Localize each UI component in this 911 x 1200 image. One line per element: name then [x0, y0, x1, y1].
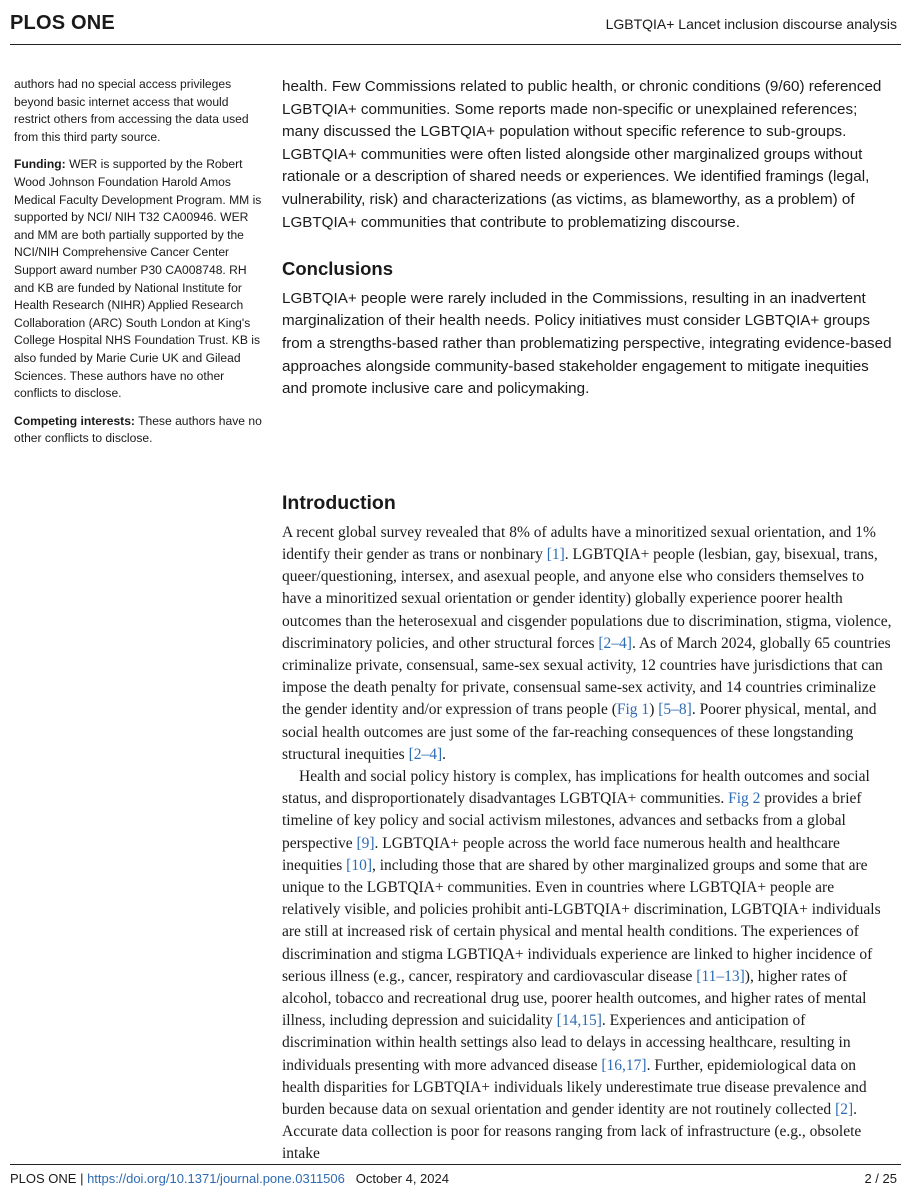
- text-run: ): [649, 701, 659, 719]
- citation-link[interactable]: [10]: [346, 856, 372, 874]
- sidebar-notes: [14, 76, 262, 458]
- text-run: . Accurate data collection is poor for reasons ranging from lack of infrastructure (e.g., obsolete intake: [282, 1101, 862, 1163]
- journal-name: PLOS ONE: [10, 12, 115, 34]
- text-run: A recent global survey revealed that 8% of adults have a minoritized sexual orientation, and 1% identify their gender as trans or nonbinary: [282, 523, 876, 563]
- competing-interests-label: Competing interests:: [14, 413, 135, 428]
- footer-divider: [10, 1164, 901, 1165]
- figure-link[interactable]: Fig 2: [728, 790, 761, 808]
- abstract: [282, 76, 894, 401]
- citation-link[interactable]: [5–8]: [658, 701, 692, 719]
- text-run: .: [442, 745, 447, 763]
- introduction-heading: Introduction: [282, 491, 396, 514]
- intro-paragraph-1: [282, 522, 894, 766]
- results-paragraph: health. Few Commissions related to public health, or chronic conditions (9/60) referenced LGBTQIA+ communities. Some reports made non-specific or unexplained references; many discussed the LGBTQIA+ population without specific reference to sub-groups. LGBTQIA+ communities were often listed alongside other marginalized groups without rationale or a description of shared needs or experiences. We identified framings (legal, vulnerability, risk) and characterizations (as victims, as blameworthy, as a problem) of LGBTQIA+ communities that contribute to problematizing discourse.: [282, 78, 882, 231]
- text-run: . Poorer physical, mental, and social health outcomes are just some of the far-reaching consequences of these longstanding structural inequities: [282, 701, 877, 763]
- citation-link[interactable]: [16,17]: [601, 1056, 647, 1074]
- text-run: provides a brief timeline of key policy and social activism milestones, advances and setbacks from a global perspective: [282, 790, 862, 852]
- competing-interests-text: These authors have no other conflicts to disclose.: [14, 413, 262, 446]
- funding-text: WER is supported by the Robert Wood Johnson Foundation Harold Amos Medical Faculty Development Program. MM is supported by NCI/ NIH T32 CA00946. WER and MM are both partially supported by the NCI/NIH Comprehensive Cancer Center Support award number P30 CA008748. RH and KB are funded by National Institute for Health Research (NIHR) Applied Research Collaboration (ARC) South London at King's College Hospital NHS Foundation Trust. KB is also funded by Marie Curie UK and Gilead Sciences. These authors have no other conflicts to disclose.: [14, 157, 262, 401]
- text-run: . Experiences and anticipation of discrimination within health settings also lead to delays in accessing healthcare, resulting in individuals presenting with more advanced disease: [282, 1012, 851, 1074]
- text-run: . Further, epidemiological data on health disparities for LGBTQIA+ individuals likely underestimate true disease prevalence and burden because data on sexual orientation and gender identity are not routinely collected: [282, 1056, 867, 1118]
- citation-link[interactable]: [2]: [835, 1101, 854, 1118]
- text-run: . LGBTQIA+ people (lesbian, gay, bisexual, trans, queer/questioning, intersex, and asexual people, and anyone else who considers themselves to have a minoritized sexual orientation or gender identity) globally experience poorer health outcomes than the heterosexual and cisgender populations due to discrimination, stigma, violence, discriminatory policies, and other structural forces: [282, 545, 892, 652]
- introduction-body: [282, 522, 894, 1166]
- text-run: , including those that are shared by other marginalized groups and some that are unique to the LGBTQIA+ communities. Even in countries where LGBTQIA+ people are relatively visible, and policies prohibit anti-LGBTQIA+ discrimination, LGBTQIA+ individuals are still at increased risk of certain physical and mental health conditions. The experiences of discrimination and stigma LGBTIQA+ individuals experience are linked to higher incidence of serious illness (e.g., cancer, respiratory and cardiovascular disease: [282, 856, 881, 985]
- running-title: LGBTQIA+ Lancet inclusion discourse analysis: [605, 16, 897, 32]
- citation-link[interactable]: [9]: [356, 834, 375, 852]
- text-run: Health and social policy history is complex, has implications for health outcomes and social status, and disproportionately disadvantages LGBTQIA+ communities.: [282, 767, 870, 808]
- funding-note: [14, 156, 262, 402]
- page-header: [10, 8, 901, 42]
- funding-label: Funding:: [14, 157, 66, 172]
- text-run: . As of March 2024, globally 65 countries criminalize private, consensual, same-sex sexual activity, 12 countries have jurisdictions that can impose the death penalty for private, consensual same-sex activity, and 14 countries criminalize the gender identity and/or expression of trans people (: [282, 634, 891, 719]
- conclusions-heading: Conclusions: [282, 258, 394, 280]
- doi-link[interactable]: https://doi.org/10.1371/journal.pone.0311506: [87, 1171, 345, 1186]
- header-divider: [10, 44, 901, 45]
- footer-separator: |: [76, 1171, 88, 1186]
- data-access-note: authors had no special access privileges beyond basic internet access that would restrict others from accessing the data used from this third party source.: [14, 77, 249, 144]
- citation-link[interactable]: [2–4]: [408, 745, 443, 763]
- figure-link[interactable]: Fig 1: [616, 701, 650, 719]
- main-column: [282, 76, 894, 1166]
- conclusions-paragraph: LGBTQIA+ people were rarely included in the Commissions, resulting in an inadvertent marginalization of their health needs. Policy initiatives must consider LGBTQIA+ groups from a strengths-based rather than problematizing perspective, integrating evidence-based approaches alongside community-based stakeholder engagement to mitigate inequities and promote inclusive care and policymaking.: [282, 289, 892, 398]
- page-footer: [10, 1171, 901, 1186]
- publication-date: October 4, 2024: [355, 1171, 449, 1186]
- citation-link[interactable]: [2–4]: [598, 634, 632, 652]
- page-number: 2 / 25: [864, 1171, 897, 1186]
- competing-interests-note: [14, 413, 262, 448]
- citation-link[interactable]: [11–13]: [696, 967, 745, 985]
- intro-paragraph-2: [282, 766, 894, 1166]
- citation-link[interactable]: [1]: [546, 545, 565, 563]
- citation-link[interactable]: [14,15]: [556, 1012, 602, 1030]
- text-run: . LGBTQIA+ people across the world face numerous health and healthcare inequities: [282, 834, 840, 874]
- text-run: ), higher rates of alcohol, tobacco and recreational drug use, poorer health outcomes, and higher rates of mental illness, including depression and suicidality: [282, 967, 867, 1030]
- footer-journal: PLOS ONE: [10, 1171, 77, 1186]
